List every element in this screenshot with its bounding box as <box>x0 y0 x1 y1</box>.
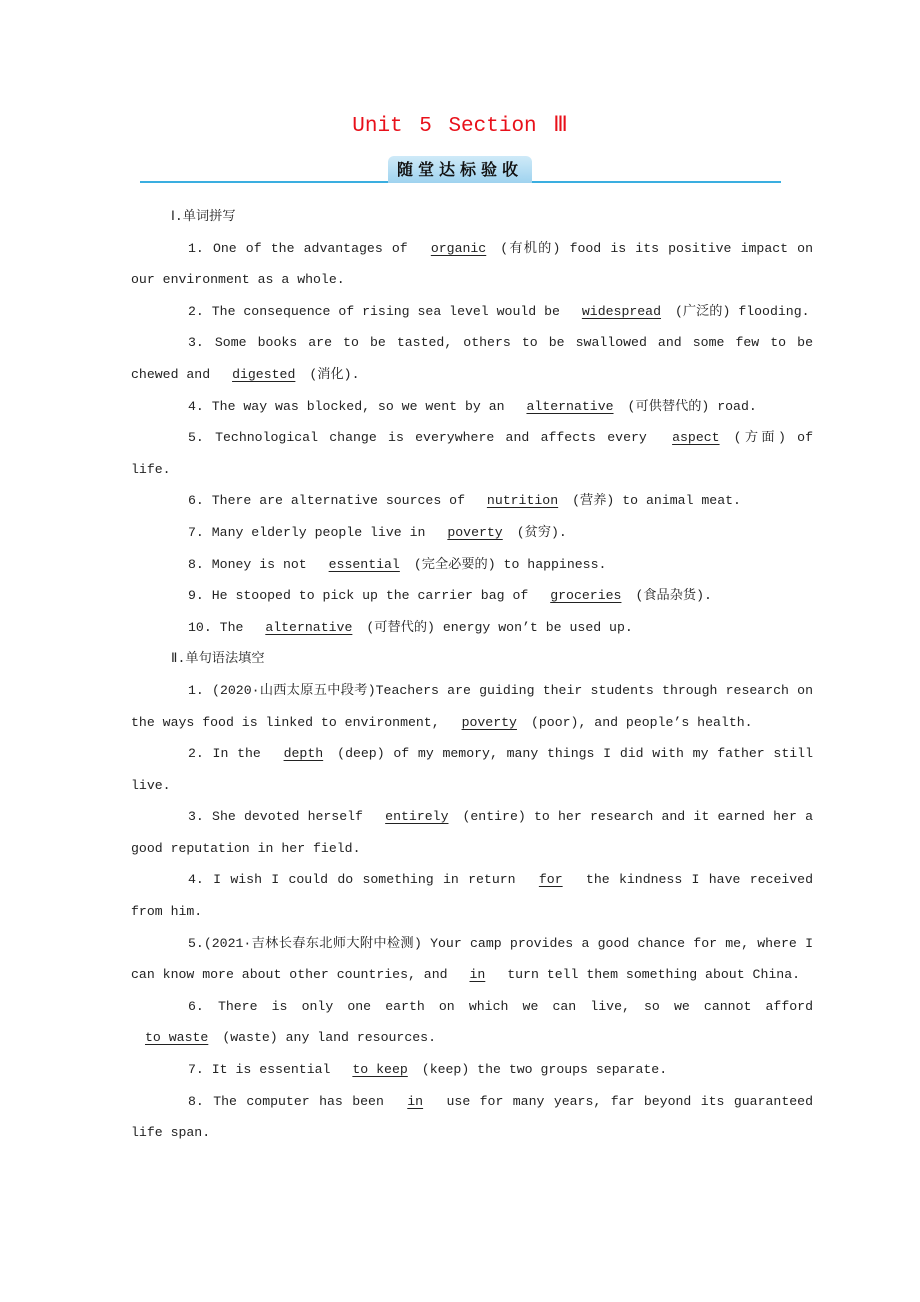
page-title: Unit 5 Section Ⅲ <box>352 115 568 138</box>
item-text: 3. Some books are to be tasted, others to be swallowed and some few to be chewed and <box>131 335 813 382</box>
answer-blank: to keep <box>352 1062 408 1078</box>
exercise-item <box>131 485 813 517</box>
answer-blank: depth <box>283 746 324 762</box>
item-text: (消化). <box>309 366 360 382</box>
exercise-item <box>131 738 813 801</box>
item-text: 2. The consequence of rising sea level would be <box>188 303 568 319</box>
answer-blank: digested <box>232 366 296 382</box>
exercise-item <box>131 391 813 423</box>
item-text: the kindness I have received from him. <box>131 872 814 920</box>
answer-blank: groceries <box>550 588 622 604</box>
section-2-heading: Ⅱ.单句语法填空 <box>171 651 265 667</box>
document-body <box>131 201 813 1149</box>
exercise-item <box>131 864 813 927</box>
item-text: (广泛的) flooding. <box>675 303 810 319</box>
exercise-item <box>131 1054 813 1086</box>
item-text: (waste) any land resources. <box>222 1030 436 1046</box>
item-text: 6. There are alternative sources of <box>188 493 473 509</box>
item-text: (entire) to her research and it earned her a good reputation in her field. <box>131 809 813 856</box>
exercise-item <box>131 928 813 991</box>
exercise-item <box>131 612 813 644</box>
answer-blank: widespread <box>581 303 662 319</box>
exercise-item <box>131 549 813 581</box>
item-text: 5.(2021·吉林长春东北师大附中检测) Your camp provides a good chance for me, where I can know more about other countries, and <box>131 935 813 983</box>
answer-blank: essential <box>328 556 400 572</box>
item-text: 3. She devoted herself <box>188 809 372 825</box>
item-text: 10. The <box>188 619 252 635</box>
exercise-item <box>131 422 813 485</box>
item-text: 9. He stooped to pick up the carrier bag of <box>188 588 537 604</box>
item-text: 7. It is essential <box>188 1062 339 1078</box>
item-text: (食品杂货). <box>635 588 712 604</box>
answer-blank: poverty <box>461 714 517 730</box>
item-text: (可替代的) energy won’t be used up. <box>366 619 633 635</box>
exercise-item <box>131 675 813 738</box>
item-text: 6. There is only one earth on which we can live, so we cannot afford <box>188 998 813 1014</box>
item-text: (方面) of life. <box>131 430 813 477</box>
item-text: 4. I wish I could do something in return <box>188 872 525 888</box>
section-2-items <box>131 675 813 1149</box>
item-text: (deep) of my memory, many things I did with my father still live. <box>131 746 813 793</box>
exercise-item <box>131 801 813 864</box>
item-text: 8. The computer has been <box>188 1093 394 1109</box>
exercise-item <box>131 1086 813 1149</box>
item-text: (keep) the two groups separate. <box>421 1062 668 1078</box>
section-badge: 随堂达标验收 <box>388 156 532 183</box>
answer-blank: aspect <box>672 430 720 446</box>
item-text: use for many years, far beyond its guaranteed life span. <box>131 1093 813 1141</box>
answer-blank: alternative <box>265 619 353 635</box>
exercise-item <box>131 296 813 328</box>
exercise-item <box>131 233 813 296</box>
item-text: 5. Technological change is everywhere and affects every <box>188 430 659 446</box>
answer-blank: poverty <box>447 524 503 540</box>
item-text: (营养) to animal meat. <box>572 493 741 509</box>
answer-blank: in <box>469 967 486 983</box>
item-text: (贫穷). <box>516 524 567 540</box>
exercise-item <box>131 327 813 390</box>
exercise-item <box>131 991 813 1054</box>
section-1-heading: Ⅰ.单词拼写 <box>171 209 236 224</box>
answer-blank: in <box>407 1093 424 1109</box>
answer-blank: nutrition <box>486 493 559 509</box>
item-text: 7. Many elderly people live in <box>188 524 434 540</box>
exercise-item <box>131 517 813 549</box>
exercise-item <box>131 580 813 612</box>
answer-blank: entirely <box>385 809 449 825</box>
item-text: 1. (2020·山西太原五中段考)Teachers are guiding their students through research on the ways food is linked to environment, <box>131 682 813 730</box>
item-text: (可供替代的) road. <box>627 398 757 414</box>
item-text: 2. In the <box>188 746 270 762</box>
item-text: (poor), and people’s health. <box>530 714 753 730</box>
item-text: (完全必要的) to happiness. <box>413 556 607 572</box>
section-1-items <box>131 233 813 644</box>
answer-blank: organic <box>430 240 487 256</box>
answer-blank: to waste <box>145 1030 209 1046</box>
answer-blank: for <box>538 872 563 888</box>
item-text: 1. One of the advantages of <box>188 240 417 256</box>
item-text: (有机的) food is its positive impact on our environment as a whole. <box>131 240 814 288</box>
item-text: 4. The way was blocked, so we went by an <box>188 398 513 414</box>
answer-blank: alternative <box>526 398 614 414</box>
item-text: turn tell them something about China. <box>499 967 801 983</box>
item-text: 8. Money is not <box>188 556 315 572</box>
